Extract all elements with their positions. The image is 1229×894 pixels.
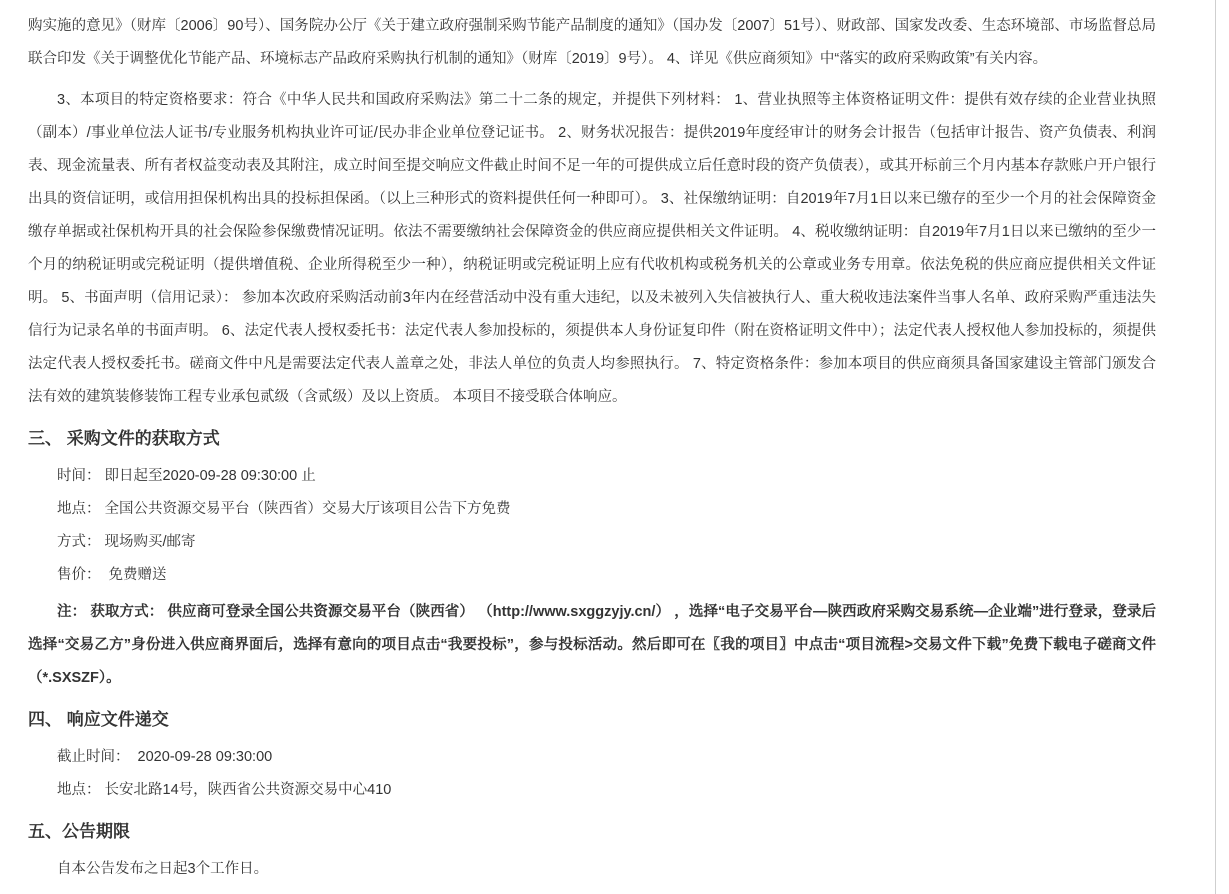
section-heading-announcement-period: 五、公告期限 xyxy=(28,822,130,841)
submission-location-line: 地点： 长安北路14号，陕西省公共资源交易中心410 xyxy=(57,782,392,798)
announcement-period-line: 自本公告发布之日起3个工作日。 xyxy=(57,861,269,877)
acquisition-note-paragraph: 注： 获取方式： 供应商可登录全国公共资源交易平台（陕西省） （http://www.sxggzyjy.cn/） ，选择“电子交易平台—陕西政府采购交易系统—企业端”进行登录，登录后选择“交易乙方”身份进入供应商界面后，选择有意向的项目点击“我要投标”，参与投标活动。然后即可在〖我的项目〗中点击“项目流程>交易文件下载”免费下载电子磋商文件（*.SXSZF）。 xyxy=(28,604,1156,686)
acquisition-location-line: 地点： 全国公共资源交易平台（陕西省）交易大厅该项目公告下方免费 xyxy=(57,501,511,517)
section-heading-response-submission: 四、 响应文件递交 xyxy=(28,710,169,729)
acquisition-time-line: 时间： 即日起至2020-09-28 09:30:00 止 xyxy=(57,468,316,484)
policy-paragraph-continued: 购实施的意见》（财库〔2006〕90号）、国务院办公厅《关于建立政府强制采购节能产品制度的通知》（国办发〔2007〕51号）、财政部、国家发改委、生态环境部、市场监督总局联合印发《关于调整优化节能产品、环境标志产品政府采购执行机制的通知》（财库〔2019〕9号）。 4、详见《供应商须知》中“落实的政府采购政策”有关内容。 xyxy=(28,18,1156,67)
submission-deadline-line: 截止时间： 2020-09-28 09:30:00 xyxy=(57,749,273,765)
acquisition-method-line: 方式： 现场购买/邮寄 xyxy=(57,534,196,550)
qualification-requirements-paragraph: 3、本项目的特定资格要求：符合《中华人民共和国政府采购法》第二十二条的规定，并提供下列材料： 1、营业执照等主体资格证明文件：提供有效存续的企业营业执照（副本）/事业单位法人证书/专业服务机构执业许可证/民办非企业单位登记证书。 2、财务状况报告：提供2019年度经审计的财务会计报告（包括审计报告、资产负债表、利润表、现金流量表、所有者权益变动表及其附注，成立时间至提交响应文件截止时间不足一年的可提供成立后任意时段的资产负债表），或其开标前三个月内基本存款账户开户银行出具的资信证明，或信用担保机构出具的投标担保函。（以上三种形式的资料提供任何一种即可）。 3、社保缴纳证明：自2019年7月1日以来已缴存的至少一个月的社会保障资金缴存单据或社保机构开具的社会保险参保缴费情况证明。依法不需要缴纳社会保障资金的供应商应提供相关文件证明。 4、税收缴纳证明：自2019年7月1日以来已缴纳的至少一个月的纳税证明或完税证明（提供增值税、企业所得税至少一种），纳税证明或完税证明上应有代收机构或税务机关的公章或业务专用章。依法免税的供应商应提供相关文件证明。 5、书面声明（信用记录）： 参加本次政府采购活动前3年内在经营活动中没有重大违纪，以及未被列入失信被执行人、重大税收违法案件当事人名单、政府采购严重违法失信行为记录名单的书面声明。 6、法定代表人授权委托书：法定代表人参加投标的，须提供本人身份证复印件（附在资格证明文件中）；法定代表人授权他人参加投标的，须提供法定代表人授权委托书。磋商文件中凡是需要法定代表人盖章之处，非法人单位的负责人均参照执行。 7、特定资格条件：参加本项目的供应商须具备国家建设主管部门颁发合法有效的建筑装修装饰工程专业承包贰级（含贰级）及以上资质。 本项目不接受联合体响应。 xyxy=(28,92,1156,405)
section-heading-document-acquisition: 三、 采购文件的获取方式 xyxy=(28,429,220,448)
page-right-border xyxy=(1215,0,1216,894)
announcement-body xyxy=(28,10,1156,886)
acquisition-price-line: 售价： 免费赠送 xyxy=(57,567,167,583)
